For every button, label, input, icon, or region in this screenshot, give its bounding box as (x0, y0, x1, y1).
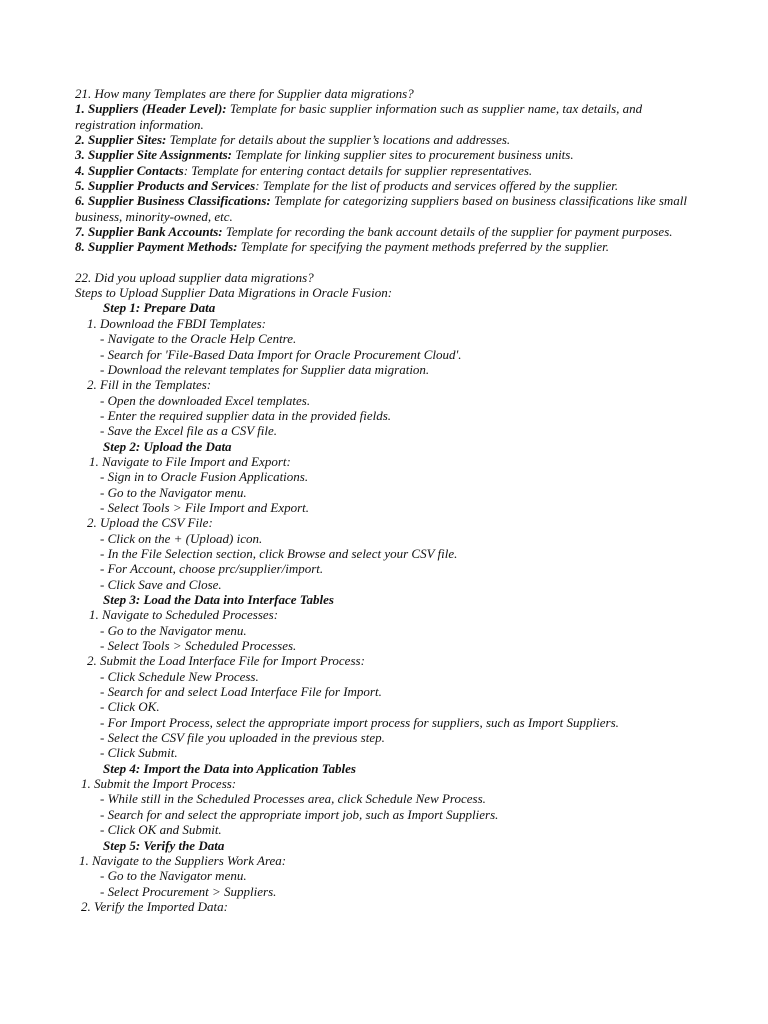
list-item: - Open the downloaded Excel templates. (100, 392, 311, 408)
list-item: - Go to the Navigator menu. (100, 484, 247, 500)
question-21: 21. How many Templates are there for Supplier data migrations? (75, 86, 414, 101)
template-description: Template for categorizing suppliers based on business classifications like small business, minority-owned, etc. (75, 193, 688, 224)
template-item (75, 178, 695, 193)
list-item: - Click OK and Submit. (100, 822, 222, 838)
template-item (75, 101, 695, 132)
question-22: 22. Did you upload supplier data migrations? (75, 269, 314, 285)
list-item: - Navigate to the Oracle Help Centre. (100, 331, 297, 347)
step-1-substep-2: 2. Fill in the Templates: (87, 377, 212, 393)
step-2-heading: Step 2: Upload the Data (103, 438, 232, 454)
template-label: 4. Supplier Contacts (75, 162, 184, 178)
list-item: - Save the Excel file as a CSV file. (100, 423, 278, 439)
template-item (75, 224, 695, 239)
template-description: Template for specifying the payment methods preferred by the supplier. (237, 239, 610, 255)
list-item: - Enter the required supplier data in the provided fields. (100, 407, 392, 423)
step-3-substep-2: 2. Submit the Load Interface File for Import Process: (87, 653, 365, 669)
step-5-substep-1: 1. Navigate to the Suppliers Work Area: (79, 852, 287, 868)
list-item: - Click Save and Close. (100, 576, 222, 592)
template-label: 7. Supplier Bank Accounts: (75, 224, 223, 240)
step-3-heading: Step 3: Load the Data into Interface Tables (103, 592, 334, 607)
template-item (75, 132, 695, 147)
template-label: 8. Supplier Payment Methods: (75, 239, 238, 255)
list-item: - For Account, choose prc/supplier/import. (100, 561, 324, 577)
template-label: 6. Supplier Business Classifications: (75, 193, 271, 209)
list-item: - In the File Selection section, click Browse and select your CSV file. (100, 545, 458, 561)
list-item: - Select Tools > Scheduled Processes. (100, 638, 297, 654)
template-label: 3. Supplier Site Assignments: (75, 147, 232, 163)
template-label: 5. Supplier Products and Services (75, 178, 256, 194)
list-item: - For Import Process, select the appropriate import process for suppliers, such as Import Suppliers. (100, 714, 619, 730)
template-item (75, 193, 695, 224)
template-description: Template for linking supplier sites to procurement business units. (232, 147, 574, 163)
template-description: : Template for the list of products and services offered by the supplier. (255, 178, 619, 194)
step-4-substep-1: 1. Submit the Import Process: (81, 776, 237, 792)
list-item: - Click OK. (100, 699, 160, 715)
list-item: - Select the CSV file you uploaded in the previous step. (100, 730, 385, 746)
list-item: - Click Schedule New Process. (100, 668, 259, 684)
template-description: Template for basic supplier information such as supplier name, tax details, and registration information. (75, 101, 643, 132)
template-item (75, 163, 695, 178)
template-item (75, 239, 695, 254)
template-description: Template for details about the supplier’s locations and addresses. (166, 132, 511, 148)
list-item: - Sign in to Oracle Fusion Applications. (100, 469, 309, 485)
template-label: 2. Supplier Sites: (75, 132, 167, 148)
paragraph-gap (75, 255, 695, 270)
list-item: - Search for and select Load Interface File for Import. (100, 684, 382, 700)
template-item (75, 147, 695, 162)
steps-intro: Steps to Upload Supplier Data Migrations in Oracle Fusion: (75, 285, 393, 301)
template-description: Template for recording the bank account details of the supplier for payment purposes. (222, 224, 673, 240)
template-description: : Template for entering contact details for supplier representatives. (183, 162, 533, 178)
list-item: - While still in the Scheduled Processes area, click Schedule New Process. (100, 791, 486, 807)
list-item: - Go to the Navigator menu. (100, 622, 247, 638)
step-2-substep-1: 1. Navigate to File Import and Export: (89, 453, 291, 469)
list-item: - Select Procurement > Suppliers. (100, 883, 277, 899)
step-2-substep-2: 2. Upload the CSV File: (87, 515, 213, 531)
step-1-heading: Step 1: Prepare Data (103, 300, 216, 316)
step-3-substep-1: 1. Navigate to Scheduled Processes: (89, 607, 279, 623)
list-item: - Search for and select the appropriate import job, such as Import Suppliers. (100, 806, 499, 822)
template-label: 1. Suppliers (Header Level): (75, 101, 227, 117)
list-item: - Click on the + (Upload) icon. (100, 530, 263, 546)
step-1-substep-1: 1. Download the FBDI Templates: (87, 315, 266, 331)
list-item: - Go to the Navigator menu. (100, 868, 247, 884)
document-body (75, 86, 695, 914)
list-item: - Download the relevant templates for Supplier data migration. (100, 361, 430, 377)
list-item: - Click Submit. (100, 745, 178, 761)
list-item: - Select Tools > File Import and Export. (100, 499, 310, 515)
step-5-heading: Step 5: Verify the Data (103, 837, 225, 853)
list-item: - Search for 'File-Based Data Import for Oracle Procurement Cloud'. (100, 346, 462, 362)
step-5-substep-2: 2. Verify the Imported Data: (81, 898, 228, 914)
step-4-heading: Step 4: Import the Data into Application Tables (103, 760, 356, 776)
